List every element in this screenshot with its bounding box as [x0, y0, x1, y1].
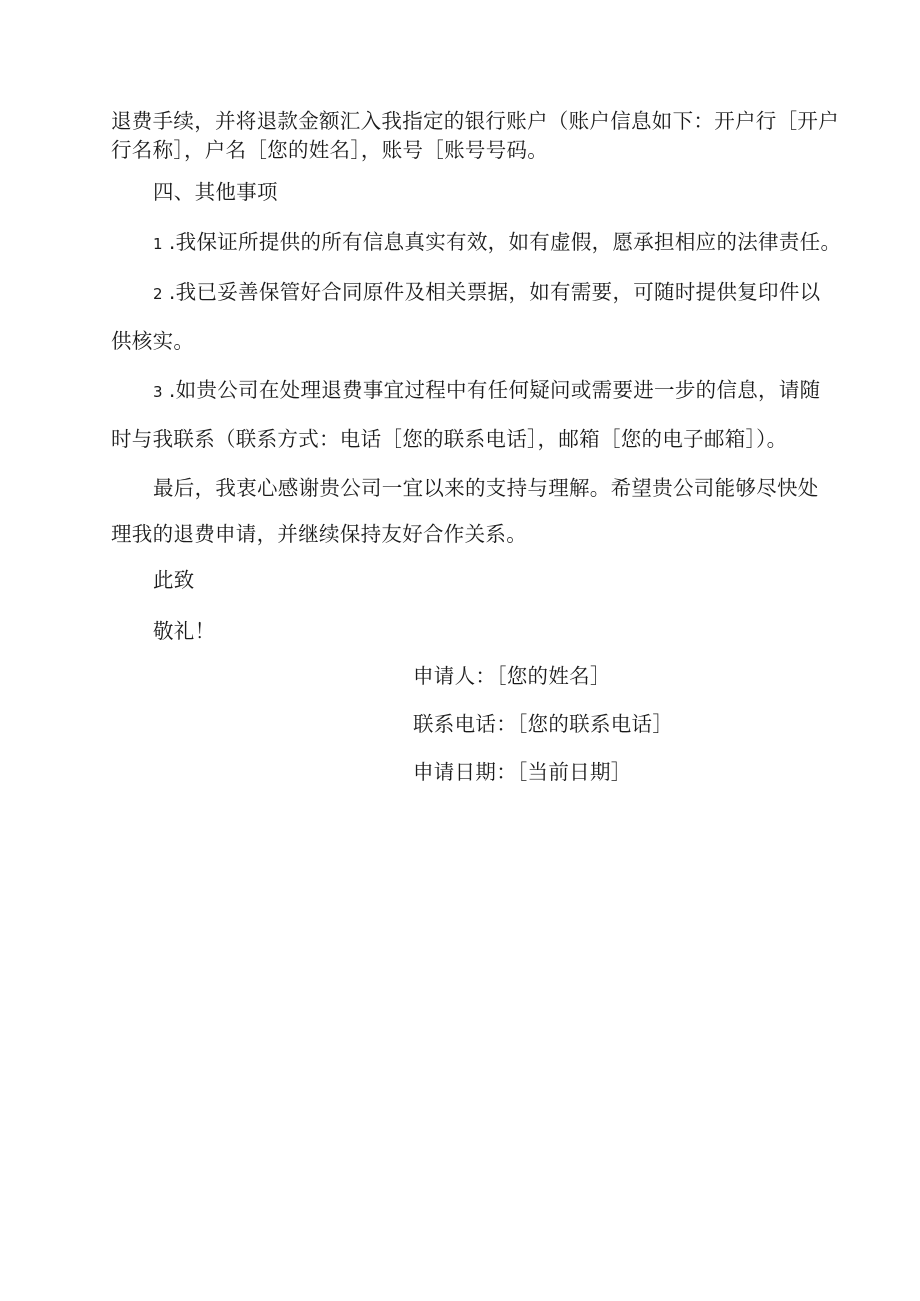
- list-item-text: .我已妥善保管好合同原件及相关票据，如有需要，可随时提供复印件以: [168, 280, 821, 304]
- list-item-text: .我保证所提供的所有信息真实有效，如有虚假，愿承担相应的法律责任。: [168, 230, 842, 254]
- closing-paragraph-line: 最后，我衷心感谢贵公司一宜以来的支持与理解。希望贵公司能够尽快处: [153, 476, 819, 500]
- paragraph-line: 退费手续，并将退款金额汇入我指定的银行账户（账户信息如下：开户行［开户: [111, 109, 839, 133]
- list-item-3: [153, 376, 820, 406]
- list-item-number: 1: [153, 235, 163, 253]
- section-heading: 四、其他事项: [153, 180, 278, 204]
- list-item-3-continued: 时与我联系（联系方式：电话［您的联系电话］，邮箱［您的电子邮箱］）。: [111, 427, 788, 451]
- signature-phone: 联系电话：［您的联系电话］: [413, 712, 674, 736]
- list-item-2: [153, 278, 820, 308]
- list-item-text: .如贵公司在处理退费事宜过程中有任何疑问或需要进一步的信息，请随: [168, 378, 821, 402]
- signature-applicant: 申请人：［您的姓名］: [413, 664, 611, 688]
- list-item-1: [153, 228, 841, 258]
- list-item-2-continued: 供核实。: [111, 329, 195, 353]
- salutation-cizhi: 此致: [153, 568, 195, 592]
- closing-paragraph-line: 理我的退费申请，并继续保持友好合作关系。: [111, 522, 527, 546]
- salutation-jingli: 敬礼！: [153, 619, 216, 643]
- list-item-number: 3: [153, 383, 163, 401]
- list-item-number: 2: [153, 285, 163, 303]
- signature-date: 申请日期：［当前日期］: [413, 760, 632, 784]
- paragraph-line: 行名称］，户名［您的姓名］，账号［账号号码。: [111, 138, 549, 162]
